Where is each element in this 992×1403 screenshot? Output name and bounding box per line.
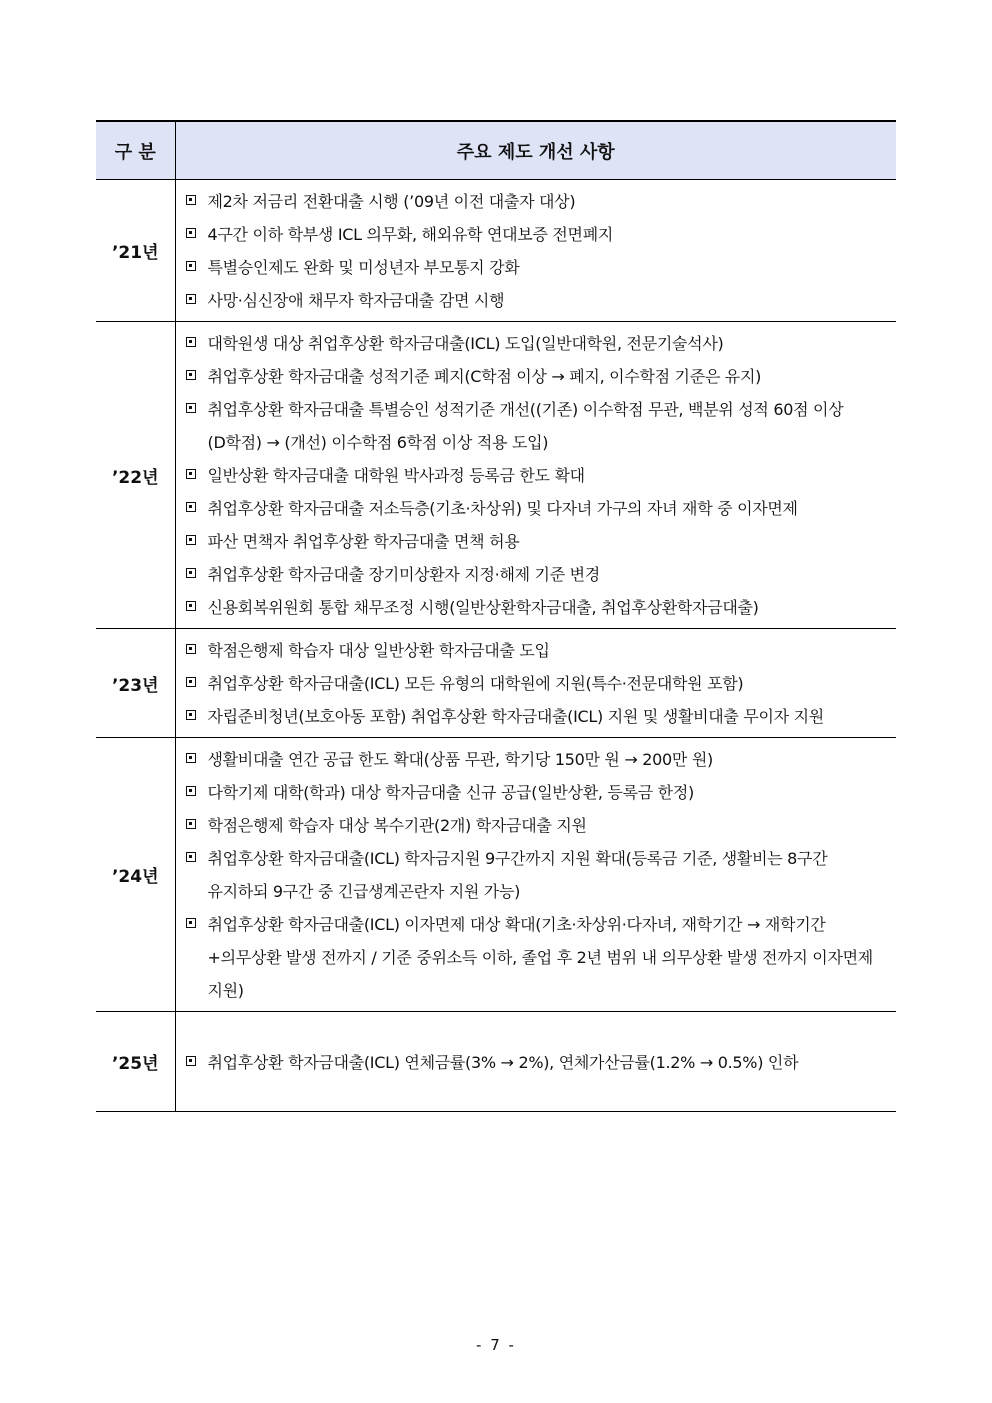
list-item — [186, 908, 891, 1007]
list-item — [186, 700, 891, 733]
square-bullet-icon — [186, 786, 196, 796]
list-item-text: 생활비대출 연간 공급 한도 확대(상품 무관, 학기당 150만 원 → 200만 원) — [207, 750, 713, 769]
year-cell: ’23년 — [96, 629, 175, 738]
table-row — [96, 180, 896, 322]
table-row — [96, 738, 896, 1012]
list-item — [186, 743, 891, 776]
items-cell — [175, 1012, 896, 1112]
square-bullet-icon — [186, 195, 196, 205]
list-item-text: 파산 면책자 취업후상환 학자금대출 면책 허용 — [207, 532, 520, 551]
square-bullet-icon — [186, 710, 196, 720]
list-item-text: 다학기제 대학(학과) 대상 학자금대출 신규 공급(일반상환, 등록금 한정) — [207, 783, 694, 802]
year-cell: ’24년 — [96, 738, 175, 1012]
table-row — [96, 322, 896, 629]
list-item-text: 취업후상환 학자금대출 장기미상환자 지정·해제 기준 변경 — [207, 565, 600, 584]
list-item-text: 제2차 저금리 전환대출 시행 (’09년 이전 대출자 대상) — [207, 192, 576, 211]
reform-list — [186, 185, 891, 317]
list-item-text: 4구간 이하 학부생 ICL 의무화, 해외유학 연대보증 전면폐지 — [207, 225, 614, 244]
list-item — [186, 459, 891, 492]
list-item — [186, 185, 891, 218]
square-bullet-icon — [186, 403, 196, 413]
list-item-text: 취업후상환 학자금대출(ICL) 연체금률(3% → 2%), 연체가산금률(1.2% → 0.5%) 인하 — [207, 1052, 799, 1072]
table-row — [96, 629, 896, 738]
list-item — [186, 525, 891, 558]
year-cell: ’21년 — [96, 180, 175, 322]
square-bullet-icon — [186, 261, 196, 271]
square-bullet-icon — [186, 502, 196, 512]
square-bullet-icon — [186, 568, 196, 578]
list-item — [186, 842, 891, 908]
square-bullet-icon — [186, 852, 196, 862]
list-item-text: 학점은행제 학습자 대상 일반상환 학자금대출 도입 — [207, 641, 550, 660]
reform-list — [186, 634, 891, 733]
list-item-text: 학점은행제 학습자 대상 복수기관(2개) 학자금대출 지원 — [207, 816, 587, 835]
list-item — [186, 809, 891, 842]
square-bullet-icon — [186, 370, 196, 380]
square-bullet-icon — [186, 294, 196, 304]
square-bullet-icon — [186, 228, 196, 238]
list-item — [186, 251, 891, 284]
items-cell — [175, 738, 896, 1012]
table-row — [96, 1012, 896, 1112]
table-header-row — [96, 121, 896, 180]
list-item-text: 자립준비청년(보호아동 포함) 취업후상환 학자금대출(ICL) 지원 및 생활비대출 무이자 지원 — [207, 707, 824, 726]
year-cell: ’25년 — [96, 1012, 175, 1112]
list-item — [186, 284, 891, 317]
square-bullet-icon — [186, 819, 196, 829]
list-item-text: 취업후상환 학자금대출(ICL) 이자면제 대상 확대(기초·차상위·다자녀, 재학기간 → 재학기간+의무상환 발생 전까지 / 기준 중위소득 이하, 졸업 후 2년 범위 내 의무상환 발생 전까지 이자면제 지원) — [207, 915, 873, 1000]
items-cell — [175, 629, 896, 738]
list-item — [186, 558, 891, 591]
square-bullet-icon — [186, 601, 196, 611]
list-item-text: 대학원생 대상 취업후상환 학자금대출(ICL) 도입(일반대학원, 전문기술석사) — [207, 334, 724, 353]
year-cell: ’22년 — [96, 322, 175, 629]
square-bullet-icon — [186, 677, 196, 687]
square-bullet-icon — [186, 1056, 196, 1066]
reform-list — [186, 1046, 891, 1079]
square-bullet-icon — [186, 918, 196, 928]
square-bullet-icon — [186, 644, 196, 654]
list-item — [186, 492, 891, 525]
list-item — [186, 360, 891, 393]
list-item — [186, 776, 891, 809]
page-number: - 7 - — [476, 1336, 516, 1354]
header-reform-items: 주요 제도 개선 사항 — [175, 121, 896, 180]
reform-list — [186, 327, 891, 624]
list-item — [186, 1046, 891, 1079]
square-bullet-icon — [186, 535, 196, 545]
square-bullet-icon — [186, 337, 196, 347]
list-item-text: 취업후상환 학자금대출(ICL) 모든 유형의 대학원에 지원(특수·전문대학원 포함) — [207, 674, 744, 693]
list-item — [186, 667, 891, 700]
square-bullet-icon — [186, 469, 196, 479]
list-item-text: 일반상환 학자금대출 대학원 박사과정 등록금 한도 확대 — [207, 466, 585, 485]
square-bullet-icon — [186, 753, 196, 763]
list-item-text: 취업후상환 학자금대출 성적기준 폐지(C학점 이상 → 폐지, 이수학점 기준은 유지) — [207, 367, 762, 386]
list-item — [186, 393, 891, 459]
list-item-text: 신용회복위원회 통합 채무조정 시행(일반상환학자금대출, 취업후상환학자금대출) — [207, 598, 759, 617]
items-cell — [175, 180, 896, 322]
header-category: 구 분 — [96, 121, 175, 180]
reform-list — [186, 743, 891, 1007]
table-body — [96, 180, 896, 1112]
list-item — [186, 634, 891, 667]
list-item-text: 취업후상환 학자금대출 특별승인 성적기준 개선((기존) 이수학점 무관, 백분위 성적 60점 이상 (D학점) → (개선) 이수학점 6학점 이상 적용 도입) — [207, 400, 844, 452]
list-item-text: 취업후상환 학자금대출 저소득층(기초·차상위) 및 다자녀 가구의 자녀 재학 중 이자면제 — [207, 499, 798, 518]
items-cell — [175, 322, 896, 629]
list-item — [186, 327, 891, 360]
list-item — [186, 218, 891, 251]
list-item-text: 사망·심신장애 채무자 학자금대출 감면 시행 — [207, 291, 505, 310]
reform-table — [96, 120, 896, 1112]
list-item — [186, 591, 891, 624]
list-item-text: 특별승인제도 완화 및 미성년자 부모통지 강화 — [207, 258, 520, 277]
list-item-text: 취업후상환 학자금대출(ICL) 학자금지원 9구간까지 지원 확대(등록금 기준, 생활비는 8구간 유지하되 9구간 중 긴급생계곤란자 지원 가능) — [207, 849, 828, 901]
